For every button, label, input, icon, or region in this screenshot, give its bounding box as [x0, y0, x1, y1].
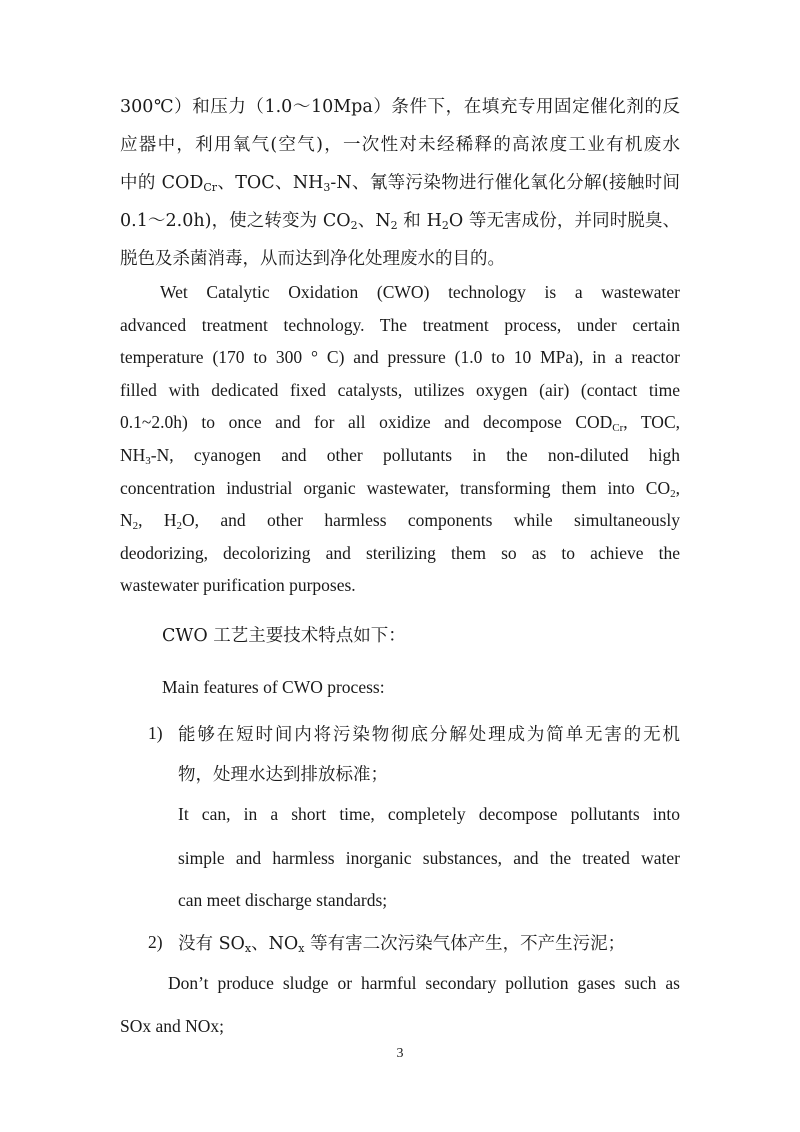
cn-line-2: 应器中，利用氧气(空气)，一次性对未经稀释的高浓度工业有机废水: [120, 135, 680, 155]
en-line-2: advanced treatment technology. The treatment process, under certain: [120, 314, 680, 335]
cn-line-3: 中的 $COD_{Cr}$、TOC、$NH_3-N$、氰等污染物进行催化氧化分解(接触时间: [120, 173, 680, 194]
en-line-9: deodorizing, decolorizing and sterilizing them so as to achieve the: [120, 542, 680, 563]
item-1-cn-line-1: 能够在短时间内将污染物彻底分解处理成为简单无害的无机: [178, 725, 680, 745]
cn-line-4: 0.1～2.0h)，使之转变为 $CO_2$、$N_2$ 和 $H_2O$ 等无害成份，并同时脱臭、: [120, 211, 681, 232]
page-number: 3: [396, 1046, 404, 1061]
item-1-en-line-3: can meet discharge standards;: [178, 890, 388, 910]
en-line-6: $NH_3-N$, cyanogen and other pollutants in the non-diluted high: [120, 444, 680, 467]
features-heading-cn: CWO 工艺主要技术特点如下：: [162, 626, 406, 646]
cn-line-1: 300℃）和压力（1.0～10Mpa）条件下，在填充专用固定催化剂的反: [120, 97, 680, 117]
en-line-8: $N_2$, $H_2O$, and other harmless components while simultaneously: [120, 510, 681, 533]
en-line-5: 0.1~2.0h) to once and for all oxidize and decompose $COD_{Cr}$, TOC,: [120, 412, 680, 435]
item-2-en-line-2: SOx and NOx;: [120, 1016, 225, 1036]
english-paragraph: [120, 276, 680, 602]
en-line-10: wastewater purification purposes.: [120, 575, 356, 596]
en-line-3: temperature (170 to 300 ° C) and pressure (1.0 to 10 MPa), in a reactor: [120, 347, 680, 368]
item-2-en-line-1: Don’t produce sludge or harmful secondary pollution gases such as: [168, 973, 680, 993]
en-line-1: Wet Catalytic Oxidation (CWO) technology is a wastewater: [160, 282, 680, 302]
features-heading-en: Main features of CWO process:: [162, 677, 385, 697]
item-1-number: 1): [148, 723, 163, 743]
en-line-7: concentration industrial organic wastewater, transforming them into $CO_2$,: [120, 477, 680, 500]
item-1-cn-line-2: 物，处理水达到排放标准；: [178, 765, 388, 785]
en-line-4: filled with dedicated fixed catalysts, utilizes oxygen (air) (contact time: [120, 379, 680, 400]
item-1-en-line-1: It can, in a short time, completely decompose pollutants into: [178, 804, 680, 824]
item-2-cn-line: 没有 $SO_x$、$NO_x$ 等有害二次污染气体产生，不产生污泥；: [178, 934, 626, 955]
item-2-number: 2): [148, 932, 163, 952]
chinese-paragraph: [120, 88, 680, 278]
cn-line-5: 脱色及杀菌消毒，从而达到净化处理废水的目的。: [120, 249, 505, 269]
item-1-en-line-2: simple and harmless inorganic substances, and the treated water: [178, 848, 680, 868]
